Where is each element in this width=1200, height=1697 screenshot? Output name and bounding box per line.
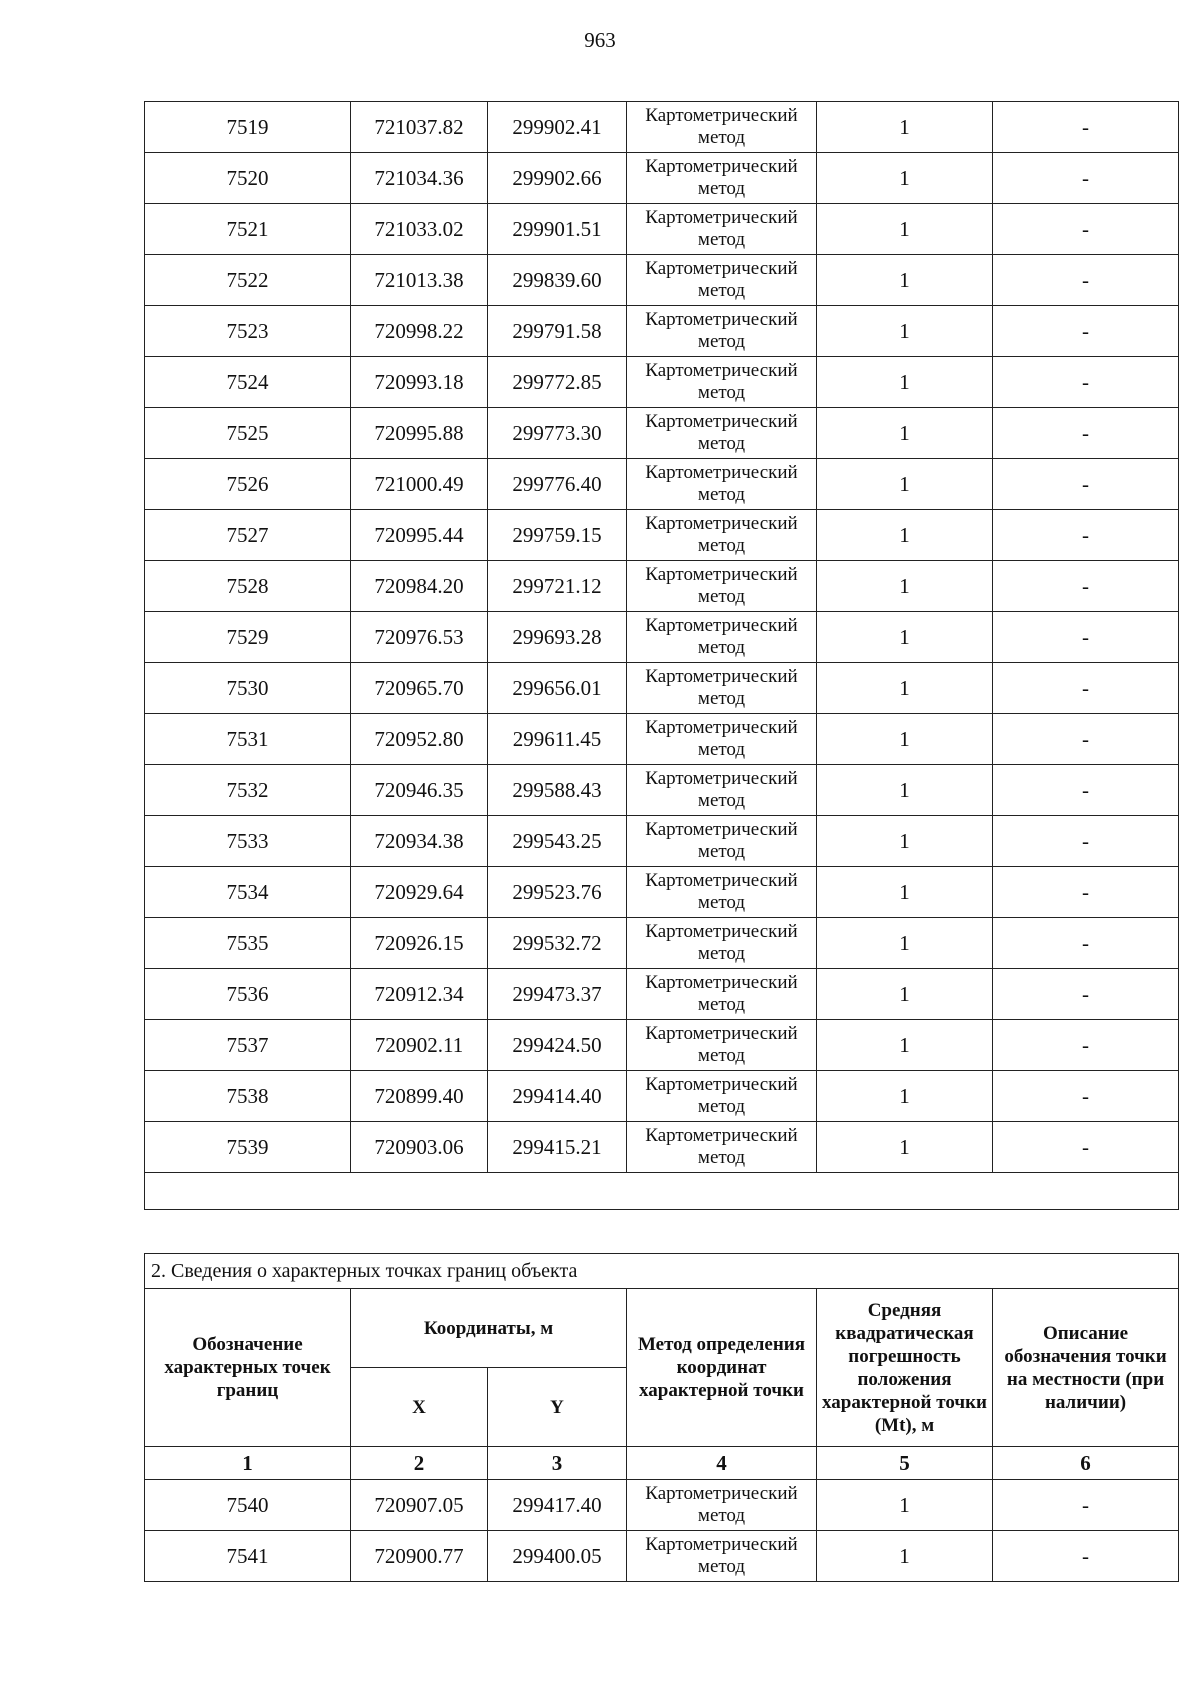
description-cell: -	[993, 816, 1179, 867]
point-id-cell: 7531	[145, 714, 351, 765]
point-id-cell: 7537	[145, 1020, 351, 1071]
x-coordinate-cell: 720903.06	[351, 1122, 488, 1173]
header-point-designation: Обозначение характерных точек границ	[145, 1289, 351, 1447]
y-coordinate-cell: 299424.50	[488, 1020, 627, 1071]
y-coordinate-cell: 299415.21	[488, 1122, 627, 1173]
y-coordinate-cell: 299543.25	[488, 816, 627, 867]
x-coordinate-cell: 720912.34	[351, 969, 488, 1020]
header-description: Описание обозначения точки на местности (при наличии)	[993, 1289, 1179, 1447]
y-coordinate-cell: 299721.12	[488, 561, 627, 612]
x-coordinate-cell: 720995.88	[351, 408, 488, 459]
page-number: 963	[584, 28, 616, 52]
table-row	[145, 612, 1179, 663]
header-coordinates: Координаты, м	[351, 1289, 627, 1368]
mt-cell: 1	[817, 765, 993, 816]
characteristic-points-table	[144, 1253, 1179, 1582]
point-id-cell: 7529	[145, 612, 351, 663]
y-coordinate-cell: 299693.28	[488, 612, 627, 663]
x-coordinate-cell: 721033.02	[351, 204, 488, 255]
table-row	[145, 714, 1179, 765]
x-coordinate-cell: 720899.40	[351, 1071, 488, 1122]
mt-cell: 1	[817, 612, 993, 663]
mt-cell: 1	[817, 561, 993, 612]
point-id-cell: 7527	[145, 510, 351, 561]
table-row	[145, 459, 1179, 510]
mt-cell: 1	[817, 1480, 993, 1531]
method-cell: Картометрический метод	[627, 561, 817, 612]
column-number: 1	[145, 1447, 351, 1480]
coordinates-table-continued	[144, 101, 1179, 1210]
mt-cell: 1	[817, 357, 993, 408]
description-cell: -	[993, 765, 1179, 816]
method-cell: Картометрический метод	[627, 1531, 817, 1582]
y-coordinate-cell: 299611.45	[488, 714, 627, 765]
y-coordinate-cell: 299414.40	[488, 1071, 627, 1122]
method-cell: Картометрический метод	[627, 357, 817, 408]
table-row	[145, 561, 1179, 612]
description-cell: -	[993, 918, 1179, 969]
point-id-cell: 7533	[145, 816, 351, 867]
method-cell: Картометрический метод	[627, 204, 817, 255]
description-cell: -	[993, 510, 1179, 561]
point-id-cell: 7520	[145, 153, 351, 204]
table-row	[145, 918, 1179, 969]
table-row	[145, 1531, 1179, 1582]
column-number: 6	[993, 1447, 1179, 1480]
point-id-cell: 7521	[145, 204, 351, 255]
table-row	[145, 969, 1179, 1020]
column-number: 2	[351, 1447, 488, 1480]
empty-row	[145, 1173, 1179, 1210]
x-coordinate-cell: 720965.70	[351, 663, 488, 714]
mt-cell: 1	[817, 1020, 993, 1071]
x-coordinate-cell: 721037.82	[351, 102, 488, 153]
description-cell: -	[993, 1071, 1179, 1122]
method-cell: Картометрический метод	[627, 408, 817, 459]
point-id-cell: 7540	[145, 1480, 351, 1531]
point-id-cell: 7538	[145, 1071, 351, 1122]
table-row	[145, 510, 1179, 561]
mt-cell: 1	[817, 102, 993, 153]
point-id-cell: 7526	[145, 459, 351, 510]
y-coordinate-cell: 299839.60	[488, 255, 627, 306]
mt-cell: 1	[817, 1122, 993, 1173]
x-coordinate-cell: 720993.18	[351, 357, 488, 408]
mt-cell: 1	[817, 510, 993, 561]
table-row	[145, 153, 1179, 204]
y-coordinate-cell: 299772.85	[488, 357, 627, 408]
description-cell: -	[993, 612, 1179, 663]
x-coordinate-cell: 720952.80	[351, 714, 488, 765]
point-id-cell: 7525	[145, 408, 351, 459]
x-coordinate-cell: 720946.35	[351, 765, 488, 816]
description-cell: -	[993, 561, 1179, 612]
table-row	[145, 816, 1179, 867]
y-coordinate-cell: 299759.15	[488, 510, 627, 561]
point-id-cell: 7528	[145, 561, 351, 612]
table-row	[145, 663, 1179, 714]
table-row	[145, 867, 1179, 918]
description-cell: -	[993, 867, 1179, 918]
column-number: 4	[627, 1447, 817, 1480]
mt-cell: 1	[817, 306, 993, 357]
x-coordinate-cell: 721034.36	[351, 153, 488, 204]
method-cell: Картометрический метод	[627, 1071, 817, 1122]
description-cell: -	[993, 204, 1179, 255]
description-cell: -	[993, 306, 1179, 357]
empty-cell	[145, 1173, 1179, 1210]
description-cell: -	[993, 153, 1179, 204]
x-coordinate-cell: 720926.15	[351, 918, 488, 969]
y-coordinate-cell: 299656.01	[488, 663, 627, 714]
description-cell: -	[993, 102, 1179, 153]
mt-cell: 1	[817, 1071, 993, 1122]
table-row	[145, 306, 1179, 357]
y-coordinate-cell: 299776.40	[488, 459, 627, 510]
table-row	[145, 765, 1179, 816]
mt-cell: 1	[817, 969, 993, 1020]
method-cell: Картометрический метод	[627, 816, 817, 867]
point-id-cell: 7522	[145, 255, 351, 306]
method-cell: Картометрический метод	[627, 1020, 817, 1071]
y-coordinate-cell: 299473.37	[488, 969, 627, 1020]
method-cell: Картометрический метод	[627, 306, 817, 357]
method-cell: Картометрический метод	[627, 765, 817, 816]
table-row	[145, 102, 1179, 153]
description-cell: -	[993, 357, 1179, 408]
y-coordinate-cell: 299523.76	[488, 867, 627, 918]
x-coordinate-cell: 721013.38	[351, 255, 488, 306]
y-coordinate-cell: 299417.40	[488, 1480, 627, 1531]
mt-cell: 1	[817, 408, 993, 459]
method-cell: Картометрический метод	[627, 153, 817, 204]
point-id-cell: 7536	[145, 969, 351, 1020]
mt-cell: 1	[817, 255, 993, 306]
point-id-cell: 7523	[145, 306, 351, 357]
header-y: Y	[488, 1368, 627, 1447]
x-coordinate-cell: 720900.77	[351, 1531, 488, 1582]
point-id-cell: 7541	[145, 1531, 351, 1582]
description-cell: -	[993, 714, 1179, 765]
method-cell: Картометрический метод	[627, 459, 817, 510]
header-method: Метод определения координат характерной точки	[627, 1289, 817, 1447]
method-cell: Картометрический метод	[627, 918, 817, 969]
description-cell: -	[993, 459, 1179, 510]
description-cell: -	[993, 663, 1179, 714]
y-coordinate-cell: 299532.72	[488, 918, 627, 969]
mt-cell: 1	[817, 714, 993, 765]
method-cell: Картометрический метод	[627, 1480, 817, 1531]
section-title: 2. Сведения о характерных точках границ объекта	[145, 1254, 1179, 1289]
point-id-cell: 7519	[145, 102, 351, 153]
description-cell: -	[993, 408, 1179, 459]
y-coordinate-cell: 299902.66	[488, 153, 627, 204]
table-row	[145, 1480, 1179, 1531]
table-row	[145, 204, 1179, 255]
column-number: 5	[817, 1447, 993, 1480]
y-coordinate-cell: 299901.51	[488, 204, 627, 255]
description-cell: -	[993, 969, 1179, 1020]
method-cell: Картометрический метод	[627, 510, 817, 561]
mt-cell: 1	[817, 663, 993, 714]
x-coordinate-cell: 720902.11	[351, 1020, 488, 1071]
x-coordinate-cell: 720907.05	[351, 1480, 488, 1531]
mt-cell: 1	[817, 867, 993, 918]
x-coordinate-cell: 720998.22	[351, 306, 488, 357]
table-row	[145, 357, 1179, 408]
mt-cell: 1	[817, 918, 993, 969]
method-cell: Картометрический метод	[627, 255, 817, 306]
point-id-cell: 7539	[145, 1122, 351, 1173]
method-cell: Картометрический метод	[627, 612, 817, 663]
x-coordinate-cell: 721000.49	[351, 459, 488, 510]
point-id-cell: 7534	[145, 867, 351, 918]
table-row	[145, 408, 1179, 459]
table-row	[145, 255, 1179, 306]
x-coordinate-cell: 720929.64	[351, 867, 488, 918]
point-id-cell: 7532	[145, 765, 351, 816]
mt-cell: 1	[817, 204, 993, 255]
mt-cell: 1	[817, 1531, 993, 1582]
description-cell: -	[993, 1480, 1179, 1531]
description-cell: -	[993, 255, 1179, 306]
x-coordinate-cell: 720995.44	[351, 510, 488, 561]
method-cell: Картометрический метод	[627, 867, 817, 918]
y-coordinate-cell: 299791.58	[488, 306, 627, 357]
method-cell: Картометрический метод	[627, 969, 817, 1020]
description-cell: -	[993, 1020, 1179, 1071]
method-cell: Картометрический метод	[627, 663, 817, 714]
mt-cell: 1	[817, 153, 993, 204]
method-cell: Картометрический метод	[627, 1122, 817, 1173]
table-row	[145, 1020, 1179, 1071]
y-coordinate-cell: 299588.43	[488, 765, 627, 816]
mt-cell: 1	[817, 816, 993, 867]
point-id-cell: 7524	[145, 357, 351, 408]
column-number: 3	[488, 1447, 627, 1480]
x-coordinate-cell: 720934.38	[351, 816, 488, 867]
header-x: X	[351, 1368, 488, 1447]
x-coordinate-cell: 720984.20	[351, 561, 488, 612]
x-coordinate-cell: 720976.53	[351, 612, 488, 663]
method-cell: Картометрический метод	[627, 102, 817, 153]
y-coordinate-cell: 299773.30	[488, 408, 627, 459]
description-cell: -	[993, 1531, 1179, 1582]
point-id-cell: 7530	[145, 663, 351, 714]
table-row	[145, 1122, 1179, 1173]
y-coordinate-cell: 299902.41	[488, 102, 627, 153]
description-cell: -	[993, 1122, 1179, 1173]
table-row	[145, 1071, 1179, 1122]
method-cell: Картометрический метод	[627, 714, 817, 765]
mt-cell: 1	[817, 459, 993, 510]
y-coordinate-cell: 299400.05	[488, 1531, 627, 1582]
point-id-cell: 7535	[145, 918, 351, 969]
header-mt: Средняя квадратическая погрешность положения характерной точки (Mt), м	[817, 1289, 993, 1447]
